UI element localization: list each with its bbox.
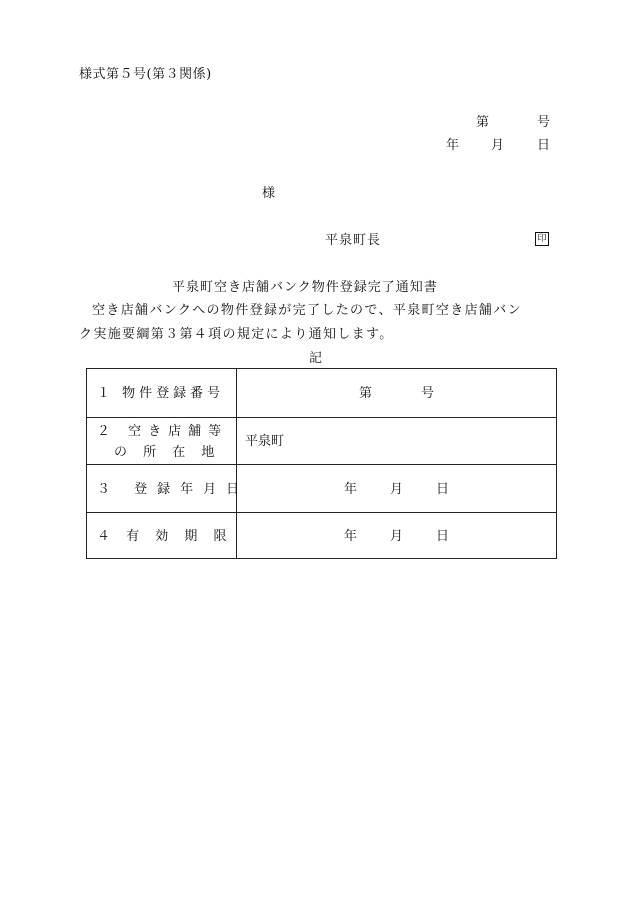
date-day-label: 日 [537,138,551,153]
date-year-label: 年 [446,138,460,153]
validity-period-year: 年 [344,529,358,544]
registration-date-month: 月 [390,482,404,497]
table-row-registration-date [87,464,556,512]
location-label-line-2: の 所 在 地 [114,445,221,460]
location-value: 平泉町 [245,434,285,449]
table-value-cell [237,513,556,558]
table-value-cell [237,369,556,417]
validity-period-label: ４ 有 効 期 限 [97,529,233,544]
validity-period-month: 月 [390,529,404,544]
validity-period-day: 日 [436,529,450,544]
registration-number-go: 号 [421,386,435,401]
document-number-go: 号 [537,115,551,130]
registration-date-year: 年 [344,482,358,497]
table-label-cell [87,369,237,417]
document-number-dai: 第 [476,115,490,130]
table-label-cell [87,465,250,512]
table-label-cell [87,513,237,558]
body-text-line-1: 空き店舗バンクへの物件登録が完了したので、平泉町空き店舗バン [92,303,522,318]
body-text-line-2: ク実施要綱第３第４項の規定により通知します。 [79,327,394,342]
seal-stamp: 印 [535,232,549,246]
registration-date-day: 日 [436,482,450,497]
document-title: 平泉町空き店舗バンク物件登録完了通知書 [172,280,438,295]
issuer-name: 平泉町長 [325,233,382,248]
location-label-line-1: ２ 空き店舗等 [97,424,229,439]
recipient-honorific: 様 [262,186,276,201]
registration-number-label: １ 物件登録番号 [97,386,225,401]
table-label-cell [87,418,237,464]
date-month-label: 月 [491,138,505,153]
table-row-validity-period [87,512,556,558]
registration-date-label: ３ 登録年月日 [97,482,250,497]
detail-table [86,368,557,559]
table-row-location [87,417,556,464]
form-number: 様式第５号(第３関係) [79,67,212,82]
table-value-cell [237,465,556,512]
registration-number-dai: 第 [359,386,373,401]
ki-heading: 記 [309,351,323,366]
table-value-cell [237,418,556,464]
table-row-registration-number [87,369,556,417]
